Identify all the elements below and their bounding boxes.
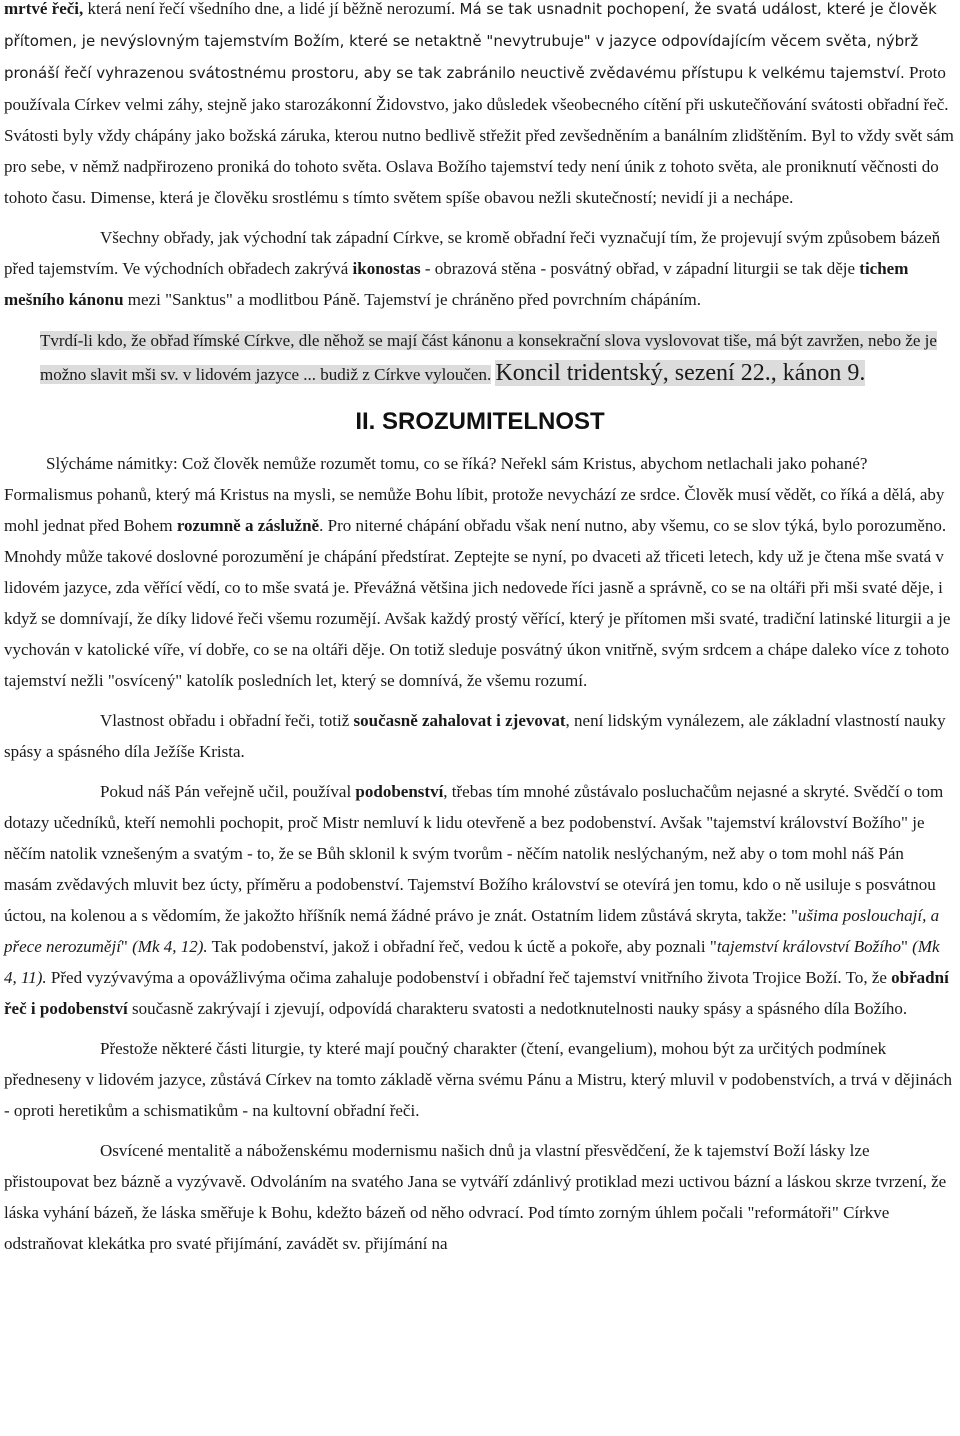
bold-phrase: obřadní řeč i podobenství — [4, 968, 949, 1018]
text-run: Pokud náš Pán veřejně učil, používal — [100, 782, 356, 801]
council-quote — [4, 325, 956, 390]
italic-phrase: tajemství království Božího — [716, 937, 901, 956]
text-run: Přestože některé části liturgie, ty které mají poučný charakter (čtení, evangelium), mohou být za určitých podmínek předneseny v lidovém jazyce, zůstává Církev na tomto základě věrna svému Pánu a Mistru, který mluvil v podobenstvích, a trvá v dějinách - oproti heretikům a schismatikům - na kultovní obřadní řeči. — [4, 1039, 952, 1120]
text-run: Vlastnost obřadu i obřadní řeči, totiž — [100, 711, 354, 730]
text-run: současně zakrývají i zjevují, odpovídá charakteru svatosti a nedotknutelnosti nauky spásy a spásného díla Božího. — [127, 999, 908, 1018]
paragraph-parables — [4, 776, 956, 1024]
paragraph-rites — [4, 222, 956, 315]
text-run: - obrazová stěna - posvátný obřad, v západní liturgii se tak děje — [420, 259, 860, 278]
text-run: " — [120, 937, 133, 956]
bold-phrase: tichem mešního kánonu — [4, 259, 909, 309]
bold-phrase: podobenství — [355, 782, 444, 801]
text-run: Všechny obřady, jak východní tak západní Církve, se kromě obřadní řeči vyznačují tím, že projevují svým způsobem bázeň před tajemstvím. Ve východních obřadech zakrývá — [4, 228, 941, 278]
bold-phrase: rozumně a záslužně — [176, 516, 320, 535]
paragraph-liturgy-parts — [4, 1033, 956, 1126]
section-heading: II. SROZUMITELNOST — [355, 408, 605, 435]
text-run: která není řečí všedního dne, a lidé jí běžně nerozumí. — [83, 0, 460, 18]
text-run: . Pro niterné chápání obřadu však není nutno, aby všemu, co se slov týká, bylo porozuměno. Mnohdy může takové doslovné porozumění je chápání předstírat. Zeptejte se nyní, po dvaceti až třiceti letech, kdy už je čtena mše svatá v lidovém jazyce, zda věřící vědí, co to mše svatá je. Převážná většina jich nedovede říci jasně a správně, co se na oltáři při mši svaté děje, i když se domnívají, že díky lidové řeči všemu rozumějí. Avšak každý prostý věřící, který je přítomen mši svaté, tradiční latinské liturgii a je vychován v katolické víře, ví dobře, co se na oltáři děje. On totiž sleduje posvátný úkon vnitřně, svým srdcem a chápe daleko více z tohoto tajemství nežli "osvícený" katolík posledních let, který se domnívá, že všemu rozumí. — [4, 516, 951, 690]
italic-phrase: (Mk 4, 12). — [132, 937, 208, 956]
text-run: , třebas tím mnohé zůstávalo posluchačům nejasné a skryté. Svědčí o tom dotazy učedníků, kteří nemohli pochopit, proč Mistr nemluví k lidu otevřeně a bez podobenství. Avšak "tajemství království Božího" je něčím natolik vznešeným a svatým - to, že se Bůh sklonil k svým tvorům - něčím natolik neslýchaným, než aby o tom mohl náš Pán masám zvědavých mluvit bez úcty, příměru a podobenství. Tajemství Božího království se otevírá jen tomu, kdo o ně usiluje s posvátnou úctou, na kolenou a s vědomím, že jakožto hříšník nemá žádné právo je znát. Ostatním lidem zůstává skryta, takže: " — [4, 782, 944, 925]
text-run-sans: Má se tak usnadnit pochopení, že svatá událost, které je člověk přítomen, je nevýslovným tajemstvím Božím, které se netaktně "nevytrubuje" v jazyce odpovídajícím věcem světa, nýbrž pronáší řečí vyhrazenou svátostnému prostoru, aby se tak zabránilo neuctivě zvědavému přístupu k velkému tajemství. — [4, 0, 937, 82]
quote-text: Tvrdí-li kdo, že obřad římské Církve, dle něhož se mají část kánonu a konsekrační slova vyslovovat tiše, má být zavržen, nebo že je možno slavit mši sv. v lidovém jazyce ... budiž z Církve vyloučen. — [40, 331, 937, 384]
italic-phrase: (Mk 4, 11). — [4, 937, 940, 987]
paragraph-intro — [4, 0, 956, 213]
paragraph-property — [4, 705, 956, 767]
text-run: mezi "Sanktus" a modlitbou Páně. Tajemství je chráněno před povrchním chápáním. — [123, 290, 702, 309]
text-run: Osvícené mentalitě a náboženskému modernismu našich dnů ja vlastní přesvědčení, že k tajemství Boží lásky lze přistoupovat bez bázně a vyzývavě. Odvoláním na svatého Jana se vytváří zdánlivý protiklad mezi uctivou bázní a láskou skrze tvrzení, že láska vyhání bázeň, že láska směřuje k Bohu, kdežto bázeň od něho odvrací. Pod tímto zorným úhlem počali "reformátoři" Církve odstraňovat klekátka pro svaté přijímání, zavádět sv. přijímání na — [4, 1141, 947, 1253]
text-run: " — [900, 937, 913, 956]
text-run: Slýcháme námitky: Což člověk nemůže rozumět tomu, co se říká? Neřekl sám Kristus, abychom netlachali jako pohané? Formalismus pohanů, který má Kristus na mysli, se nemůže Bohu líbit, protože nevychází ze srdce. Člověk musí vědět, co říká a dělá, aby mohl jednat před Bohem — [4, 454, 945, 535]
text-run: , není lidským vynálezem, ale základní vlastností nauky spásy a spásného díla Ježíše Krista. — [4, 711, 946, 761]
text-run: Před vyzývavýma a opovážlivýma očima zahaluje podobenství i obřadní řeč tajemství vnitřního života Trojice Boží. To, že — [46, 968, 892, 987]
italic-phrase: ušima poslouchají, a přece nerozumějí — [4, 906, 940, 956]
text-run: Tak podobenství, jakož i obřadní řeč, vedou k úctě a pokoře, aby poznali " — [207, 937, 717, 956]
bold-phrase: mrtvé řeči, — [4, 0, 84, 18]
bold-phrase: ikonostas — [352, 259, 421, 278]
text-run: Proto používala Církev velmi záhy, stejně jako starozákonní Židovstvo, jako důsledek všeobecného cítění při uskutečňování svátosti obřadní řeč. Svátosti byly vždy chápány jako božská záruka, kterou nutno bedlivě střežit před zevšedněním a banálním zlidštěním. Byl to vždy svět sám pro sebe, v němž nadpřirozeno proniká do tohoto světa. Oslava Božího tajemství tedy není únik z tohoto světa, ale proniknutí věčnosti do tohoto času. Dimense, která je člověku srostlému s tímto světem spíše obavou nežli skutečností; nevidí ji a nechápe. — [4, 63, 954, 207]
paragraph-objections — [4, 448, 956, 696]
bold-phrase: současně zahalovat i zjevovat — [353, 711, 566, 730]
quote-source: Koncil tridentský, sezení 22., kánon 9. — [495, 360, 866, 386]
paragraph-modernism — [4, 1135, 956, 1259]
